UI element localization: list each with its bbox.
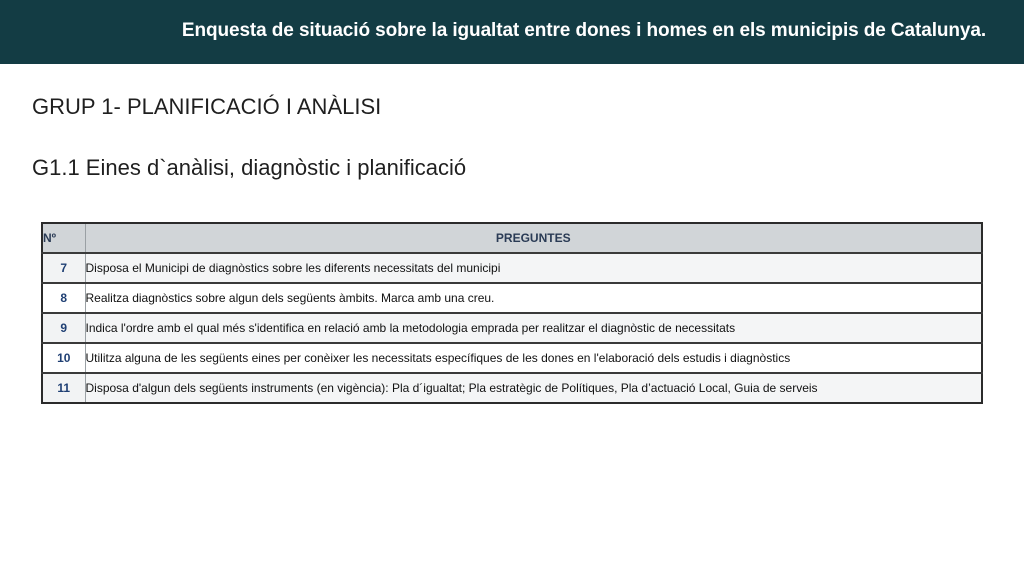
section-title: G1.1 Eines d`anàlisi, diagnòstic i planificació (32, 155, 467, 180)
table-row (42, 343, 982, 373)
table-header-row (42, 223, 982, 253)
question-text: Realitza diagnòstics sobre algun dels següents àmbits. Marca amb una creu. (85, 283, 982, 313)
question-number: 8 (42, 283, 85, 313)
questions-table (41, 222, 983, 404)
question-number: 11 (42, 373, 85, 403)
question-text: Indica l'ordre amb el qual més s'identifica en relació amb la metodologia emprada per realitzar el diagnòstic de necessitats (85, 313, 982, 343)
table-row (42, 373, 982, 403)
question-text: Disposa el Municipi de diagnòstics sobre les diferents necessitats del municipi (85, 253, 982, 283)
table-row (42, 313, 982, 343)
header-banner (0, 0, 1024, 64)
question-number: 9 (42, 313, 85, 343)
column-header-questions: PREGUNTES (85, 223, 982, 253)
column-header-number: Nº (42, 223, 85, 253)
survey-title: Enquesta de situació sobre la igualtat entre dones i homes en els municipis de Catalunya. (181, 20, 986, 41)
table-row (42, 253, 982, 283)
question-number: 7 (42, 253, 85, 283)
question-number: 10 (42, 343, 85, 373)
table-row (42, 283, 982, 313)
question-text: Disposa d'algun dels següents instruments (en vigència): Pla d´igualtat; Pla estratègic de Polítiques, Pla d’actuació Local, Guia de serveis (85, 373, 982, 403)
group-title: GRUP 1- PLANIFICACIÓ I ANÀLISI (32, 94, 382, 119)
question-text: Utilitza alguna de les següents eines per conèixer les necessitats específiques de les dones en l'elaboració dels estudis i diagnòstics (85, 343, 982, 373)
